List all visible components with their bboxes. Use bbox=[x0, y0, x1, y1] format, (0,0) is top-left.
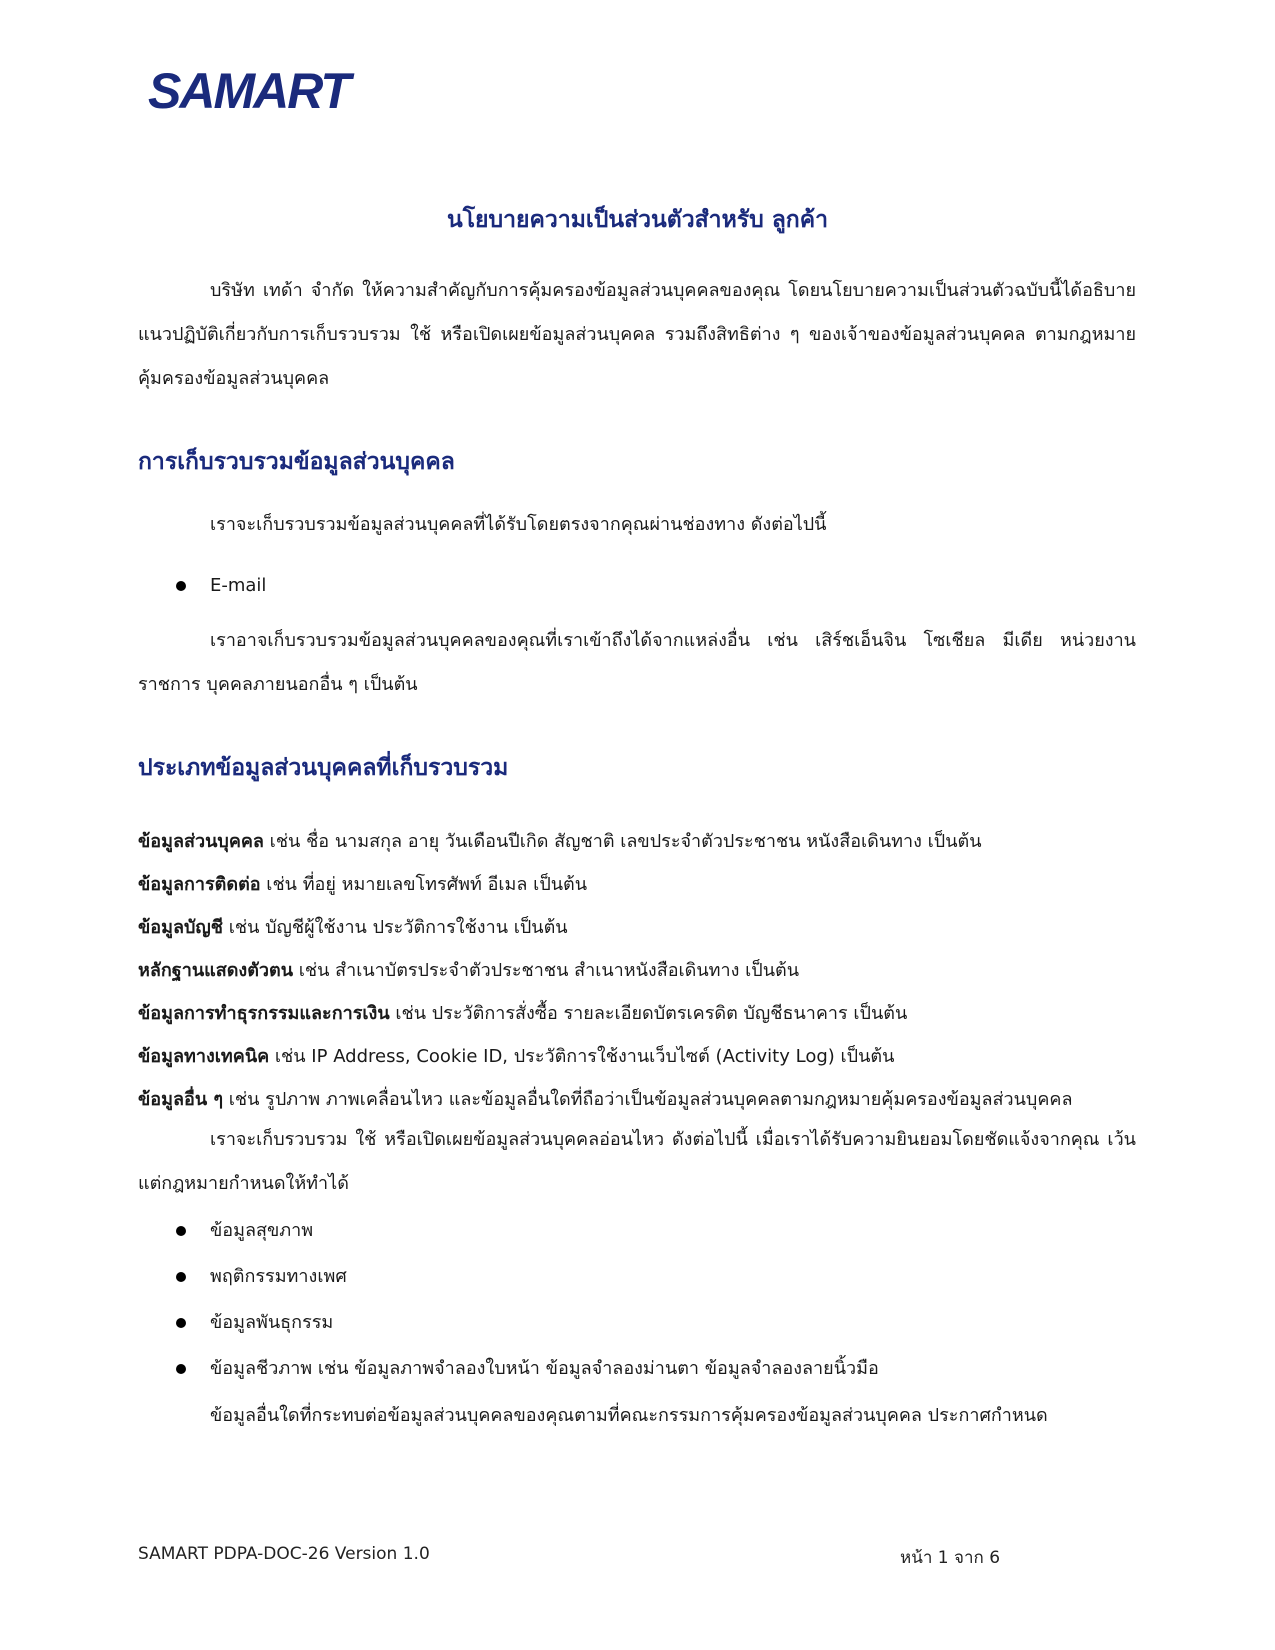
sensitive-item-label: ข้อมูลพันธุกรรม bbox=[210, 1312, 334, 1333]
sensitive-item-label: ข้อมูลชีวภาพ เช่น ข้อมูลภาพจำลองใบหน้า ข้อมูลจำลองม่านตา ข้อมูลจำลองลายนิ้วมือ bbox=[210, 1358, 879, 1379]
bullet-icon bbox=[176, 581, 186, 591]
bullet-icon bbox=[176, 1226, 186, 1236]
sensitive-intro-paragraph: เราจะเก็บรวบรวม ใช้ หรือเปิดเผยข้อมูลส่วนบุคคลอ่อนไหว ดังต่อไปนี้ เมื่อเราได้รับความยินยอมโดยชัดแจ้งจากคุณ เว้นแต่กฎหมายกำหนดให้ทำได้ bbox=[138, 1129, 1136, 1194]
page-title: นโยบายความเป็นส่วนตัวสำหรับ ลูกค้า bbox=[446, 207, 829, 233]
bullet-icon bbox=[176, 1318, 186, 1328]
section-heading-collection: การเก็บรวบรวมข้อมูลส่วนบุคคล bbox=[138, 449, 455, 475]
section-heading-types: ประเภทข้อมูลส่วนบุคคลที่เก็บรวบรวม bbox=[138, 755, 509, 781]
category-transaction bbox=[138, 999, 1138, 1029]
collection-paragraph: เราจะเก็บรวบรวมข้อมูลส่วนบุคคลที่ได้รับโดยตรงจากคุณผ่านช่องทาง ดังต่อไปนี้ bbox=[210, 514, 827, 535]
footer-doc-id: SAMART PDPA-DOC-26 Version 1.0 bbox=[138, 1544, 430, 1564]
category-desc: เช่น บัญชีผู้ใช้งาน ประวัติการใช้งาน เป็นต้น bbox=[223, 917, 568, 938]
category-desc: เช่น ที่อยู่ หมายเลขโทรศัพท์ อีเมล เป็นต้น bbox=[260, 874, 588, 895]
category-term: ข้อมูลบัญชี bbox=[138, 917, 223, 938]
category-term: ข้อมูลการทำธุรกรรมและการเงิน bbox=[138, 1003, 390, 1024]
category-contact bbox=[138, 870, 1138, 900]
sensitive-item-label: พฤติกรรมทางเพศ bbox=[210, 1266, 347, 1287]
category-term: ข้อมูลทางเทคนิค bbox=[138, 1046, 270, 1067]
category-term: หลักฐานแสดงตัวตน bbox=[138, 960, 293, 981]
category-identity bbox=[138, 956, 1138, 986]
category-desc: เช่น สำเนาบัตรประจำตัวประชาชน สำเนาหนังสือเดินทาง เป็นต้น bbox=[293, 960, 800, 981]
channel-label: E-mail bbox=[210, 575, 267, 596]
category-desc: เช่น ชื่อ นามสกุล อายุ วันเดือนปีเกิด สัญชาติ เลขประจำตัวประชาชน หนังสือเดินทาง เป็นต้น bbox=[263, 831, 982, 852]
category-account bbox=[138, 913, 1138, 943]
intro-paragraph: บริษัท เทด้า จำกัด ให้ความสำคัญกับการคุ้มครองข้อมูลส่วนบุคคลของคุณ โดยนโยบายความเป็นส่วนตัวฉบับนี้ได้อธิบายแนวปฏิบัติเกี่ยวกับการเก็บรวบรวม ใช้ หรือเปิดเผยข้อมูลส่วนบุคคล รวมถึงสิทธิต่าง ๆ ของเจ้าของข้อมูลส่วนบุคคล ตามกฎหมายคุ้มครองข้อมูลส่วนบุคคล bbox=[138, 280, 1136, 389]
category-desc: เช่น IP Address, Cookie ID, ประวัติการใช้งานเว็บไซต์ (Activity Log) เป็นต้น bbox=[269, 1046, 895, 1067]
samart-logo: SAMART bbox=[148, 63, 349, 119]
category-technical bbox=[138, 1042, 1138, 1072]
category-term: ข้อมูลการติดต่อ bbox=[138, 874, 261, 895]
category-desc: เช่น ประวัติการสั่งซื้อ รายละเอียดบัตรเครดิต บัญชีธนาคาร เป็นต้น bbox=[389, 1003, 908, 1024]
footer-page-number: หน้า 1 จาก 6 bbox=[900, 1548, 1001, 1568]
category-other bbox=[138, 1085, 1138, 1115]
category-term: ข้อมูลอื่น ๆ bbox=[138, 1089, 224, 1110]
bullet-icon bbox=[176, 1364, 186, 1374]
category-personal bbox=[138, 827, 1138, 857]
sensitive-item-label: ข้อมูลสุขภาพ bbox=[210, 1220, 314, 1241]
bullet-icon bbox=[176, 1272, 186, 1282]
category-term: ข้อมูลส่วนบุคคล bbox=[138, 831, 264, 852]
other-data-note: ข้อมูลอื่นใดที่กระทบต่อข้อมูลส่วนบุคคลของคุณตามที่คณะกรรมการคุ้มครองข้อมูลส่วนบุคคล ประกาศกำหนด bbox=[210, 1405, 1048, 1426]
other-sources-paragraph: เราอาจเก็บรวบรวมข้อมูลส่วนบุคคลของคุณที่เราเข้าถึงได้จากแหล่งอื่น เช่น เสิร์ชเอ็นจิน โซเชียล มีเดีย หน่วยงานราชการ บุคคลภายนอกอื่น ๆ เป็นต้น bbox=[138, 630, 1136, 695]
category-desc: เช่น รูปภาพ ภาพเคลื่อนไหว และข้อมูลอื่นใดที่ถือว่าเป็นข้อมูลส่วนบุคคลตามกฎหมายคุ้มครองข้อมูลส่วนบุคคล bbox=[223, 1089, 1073, 1110]
